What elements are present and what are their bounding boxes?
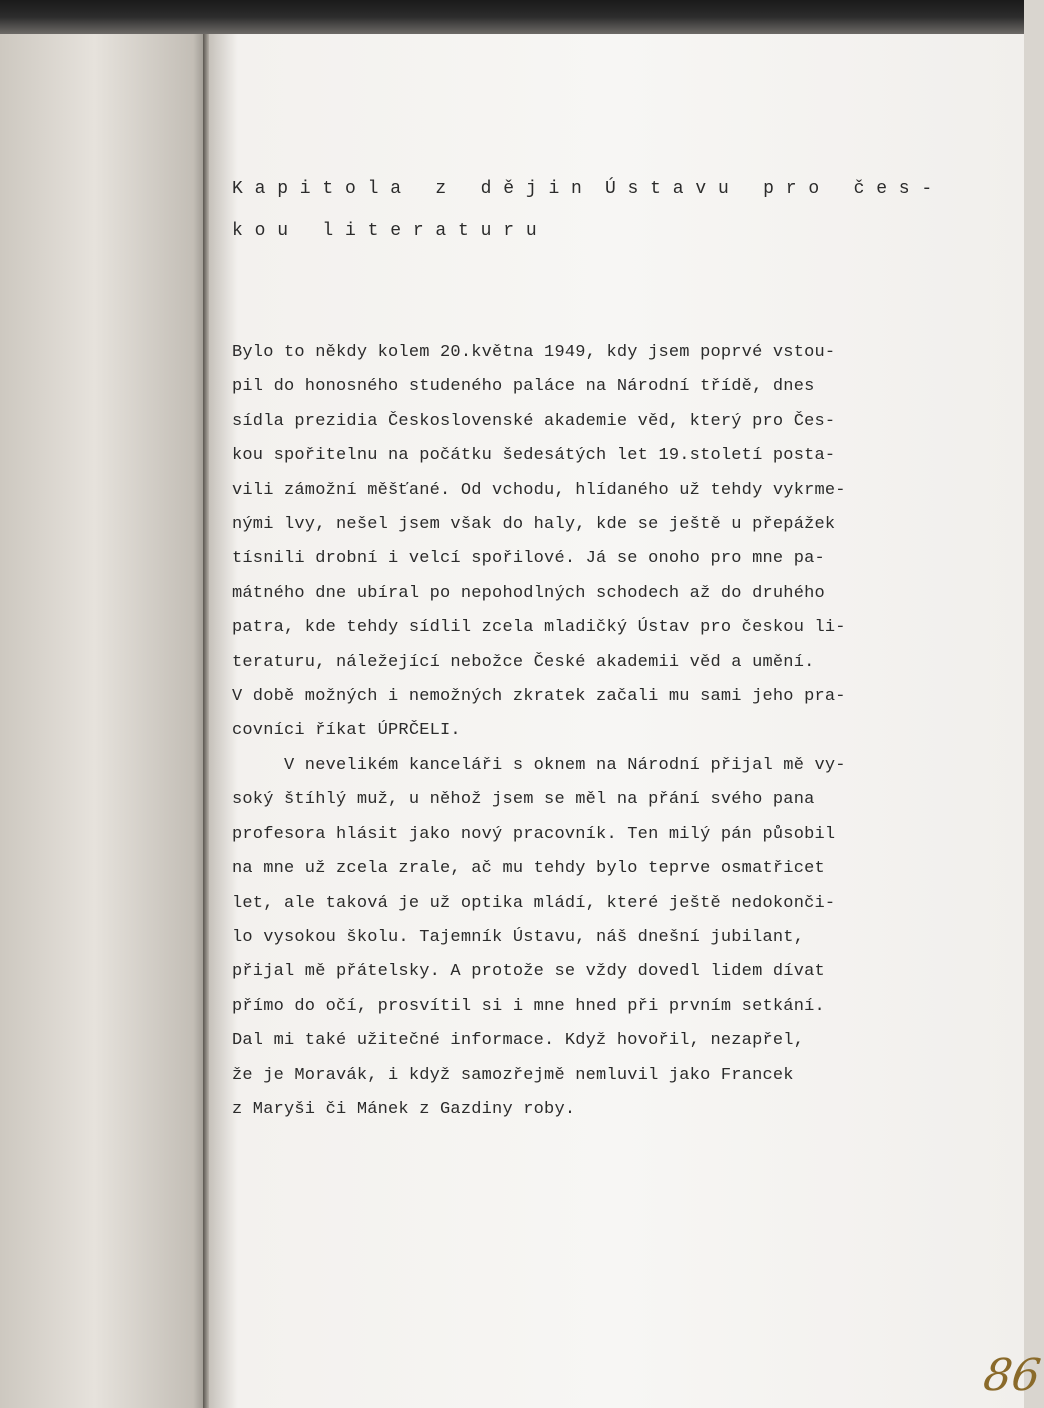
text-line: sídla prezidia Československé akademie věd, který pro Čes-: [232, 411, 836, 431]
handwritten-page-number: 86: [980, 1350, 1044, 1401]
text-line: mátného dne ubíral po nepohodlných schodech až do druhého: [232, 583, 825, 603]
document-content: [232, 168, 932, 1127]
text-line: covníci říkat ÚPRČELI.: [232, 721, 461, 741]
text-line: že je Moravák, i když samozřejmě nemluvil jako Francek: [232, 1065, 794, 1085]
text-line: V době možných i nemožných zkratek začali mu sami jeho pra-: [232, 687, 846, 707]
text-line: kou spořitelnu na počátku šedesátých let 19.století posta-: [232, 446, 836, 466]
text-line: přijal mě přátelsky. A protože se vždy dovedl lidem dívat: [232, 962, 825, 982]
heading-line: K a p i t o l a z d ě j i n Ú s t a v u p r o č e s -: [232, 179, 933, 199]
text-line: V nevelikém kanceláři s oknem na Národní přijal mě vy-: [232, 755, 846, 775]
text-line: teraturu, náležející nebožce České akademii věd a umění.: [232, 652, 815, 672]
text-line: na mne už zcela zrale, ač mu tehdy bylo teprve osmatřicet: [232, 859, 825, 879]
text-line: tísnili drobní i velcí spořilové. Já se onoho pro mne pa-: [232, 549, 825, 569]
facing-page: [0, 34, 210, 1408]
text-line: soký štíhlý muž, u něhož jsem se měl na přání svého pana: [232, 790, 815, 810]
text-line: přímo do očí, prosvítil si i mne hned při prvním setkání.: [232, 996, 825, 1016]
chapter-heading: [232, 168, 932, 252]
text-line: vili zámožní měšťané. Od vchodu, hlídaného už tehdy vykrme-: [232, 480, 846, 500]
page-binding-edge: [203, 34, 209, 1408]
body-text: [232, 336, 932, 1127]
text-line: Dal mi také užitečné informace. Když hovořil, nezapřel,: [232, 1031, 805, 1051]
text-line: patra, kde tehdy sídlil zcela mladičký Ústav pro českou li-: [232, 618, 846, 638]
text-line: let, ale taková je už optika mládí, které ještě nedokonči-: [232, 893, 836, 913]
heading-line: k o u l i t e r a t u r u: [232, 221, 538, 241]
text-line: pil do honosného studeného paláce na Národní třídě, dnes: [232, 377, 815, 397]
text-line: Bylo to někdy kolem 20.května 1949, kdy jsem poprvé vstou-: [232, 343, 836, 362]
text-line: lo vysokou školu. Tajemník Ústavu, náš dnešní jubilant,: [232, 927, 805, 947]
text-line: profesora hlásit jako nový pracovník. Ten milý pán působil: [232, 824, 836, 844]
text-line: z Maryši či Mánek z Gazdiny roby.: [232, 1099, 576, 1119]
text-line: nými lvy, nešel jsem však do haly, kde se ještě u přepážek: [232, 515, 836, 535]
